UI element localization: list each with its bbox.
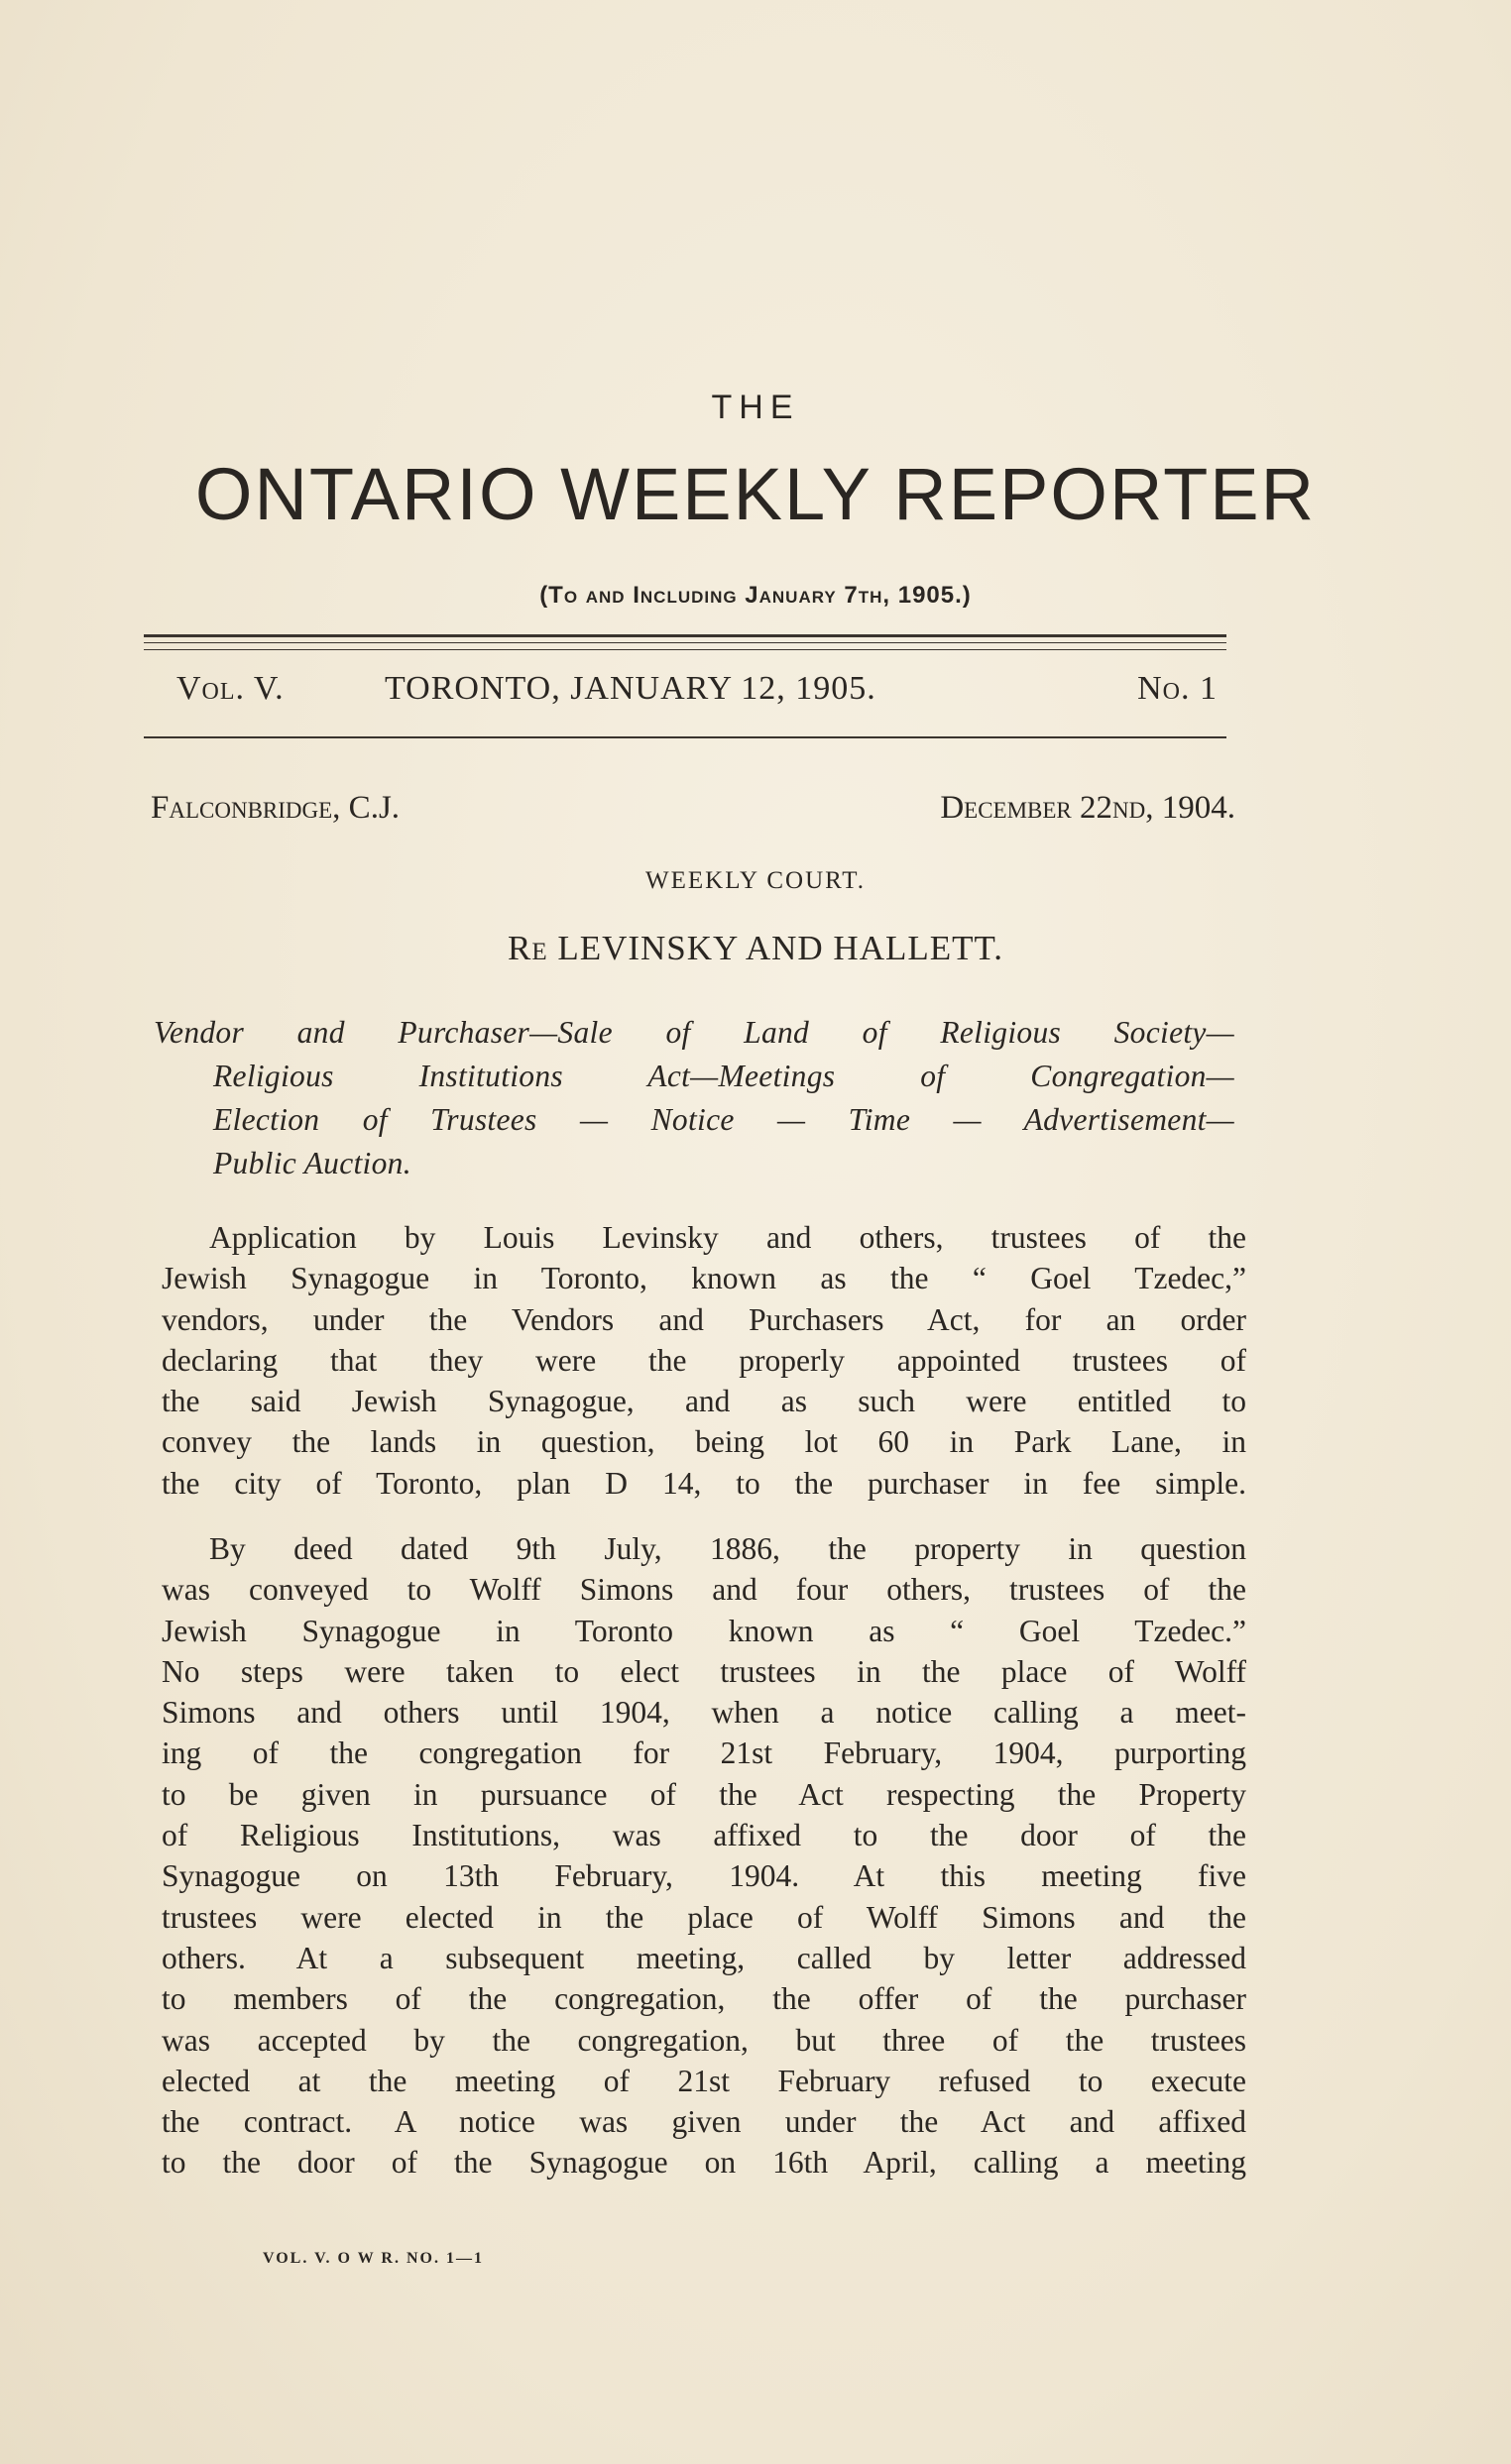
- text-line: By deed dated 9th July, 1886, the property in question: [209, 1531, 1246, 1566]
- volume-label: Vol. V.: [176, 670, 285, 707]
- text-line: declaring that they were the properly appointed trustees of: [162, 1342, 1246, 1378]
- text-line: Application by Louis Levinsky and others, trustees of the: [209, 1220, 1246, 1255]
- text-line: Synagogue on 13th February, 1904. At this meeting five: [162, 1858, 1246, 1894]
- case-parties: LEVINSKY AND HALLETT.: [557, 929, 1004, 967]
- judge-name: Falconbridge, C.J.: [151, 790, 401, 826]
- masthead-the: THE: [711, 389, 800, 426]
- coverage-subtitle: (To and Including January 7th, 1905.): [539, 582, 972, 609]
- text-line: was accepted by the congregation, but three of the trustees: [162, 2022, 1246, 2058]
- text-line: No steps were taken to elect trustees in the place of Wolff: [162, 1653, 1246, 1689]
- text-line: convey the lands in question, being lot 60 in Park Lane, in: [162, 1424, 1246, 1460]
- text-line: to be given in pursuance of the Act respecting the Property: [162, 1776, 1246, 1812]
- text-line: to members of the congregation, the offer of the purchaser: [162, 1981, 1246, 2017]
- headnote-line: Vendor and Purchaser—Sale of Land of Religious Society—: [154, 1015, 1234, 1050]
- text-line: vendors, under the Vendors and Purchasers Act, for an order: [162, 1301, 1246, 1337]
- publication-title: ONTARIO WEEKLY REPORTER: [194, 453, 1317, 535]
- masthead-rule-thin: [144, 642, 1226, 643]
- headnote-line: Public Auction.: [213, 1146, 411, 1180]
- text-line: was conveyed to Wolff Simons and four others, trustees of the: [162, 1572, 1246, 1608]
- text-line: the contract. A notice was given under the Act and affixed: [162, 2104, 1246, 2140]
- case-title: [0, 929, 1511, 968]
- text-line: Simons and others until 1904, when a notice calling a meet-: [162, 1695, 1246, 1731]
- text-line: the city of Toronto, plan D 14, to the purchaser in fee simple.: [162, 1465, 1246, 1501]
- headnote: [154, 1011, 1234, 1185]
- issue-number: No. 1: [1137, 670, 1218, 707]
- masthead-rule-thick: [144, 634, 1226, 637]
- text-line: others. At a subsequent meeting, called by letter addressed: [162, 1940, 1246, 1975]
- headnote-line: Election of Trustees — Notice — Time — Advertisement—: [213, 1102, 1234, 1137]
- text-line: ing of the congregation for 21st February, 1904, purporting: [162, 1736, 1246, 1771]
- text-line: the said Jewish Synagogue, and as such were entitled to: [162, 1384, 1246, 1419]
- court-name: WEEKLY COURT.: [645, 867, 866, 894]
- text-line: elected at the meeting of 21st February refused to execute: [162, 2063, 1246, 2098]
- paragraph-2: [162, 1528, 1246, 2184]
- judgment-date: December 22nd, 1904.: [940, 790, 1235, 826]
- text-line: Jewish Synagogue in Toronto known as “ Goel Tzedec.”: [162, 1613, 1246, 1648]
- case-prefix: Re: [507, 929, 548, 967]
- issue-place-date: TORONTO, JANUARY 12, 1905.: [385, 670, 876, 707]
- headnote-line: Religious Institutions Act—Meetings of Congregation—: [213, 1059, 1234, 1093]
- issue-rule: [144, 736, 1226, 738]
- text-line: Jewish Synagogue in Toronto, known as the “ Goel Tzedec,”: [162, 1261, 1246, 1296]
- text-line: of Religious Institutions, was affixed to the door of the: [162, 1818, 1246, 1853]
- page-signature: VOL. V. O W R. NO. 1—1: [263, 2250, 484, 2267]
- text-line: to the door of the Synagogue on 16th April, calling a meeting: [162, 2145, 1246, 2181]
- paragraph-1: [162, 1217, 1246, 1504]
- text-line: trustees were elected in the place of Wolff Simons and the: [162, 1899, 1246, 1935]
- masthead-rule-thin-2: [144, 649, 1226, 650]
